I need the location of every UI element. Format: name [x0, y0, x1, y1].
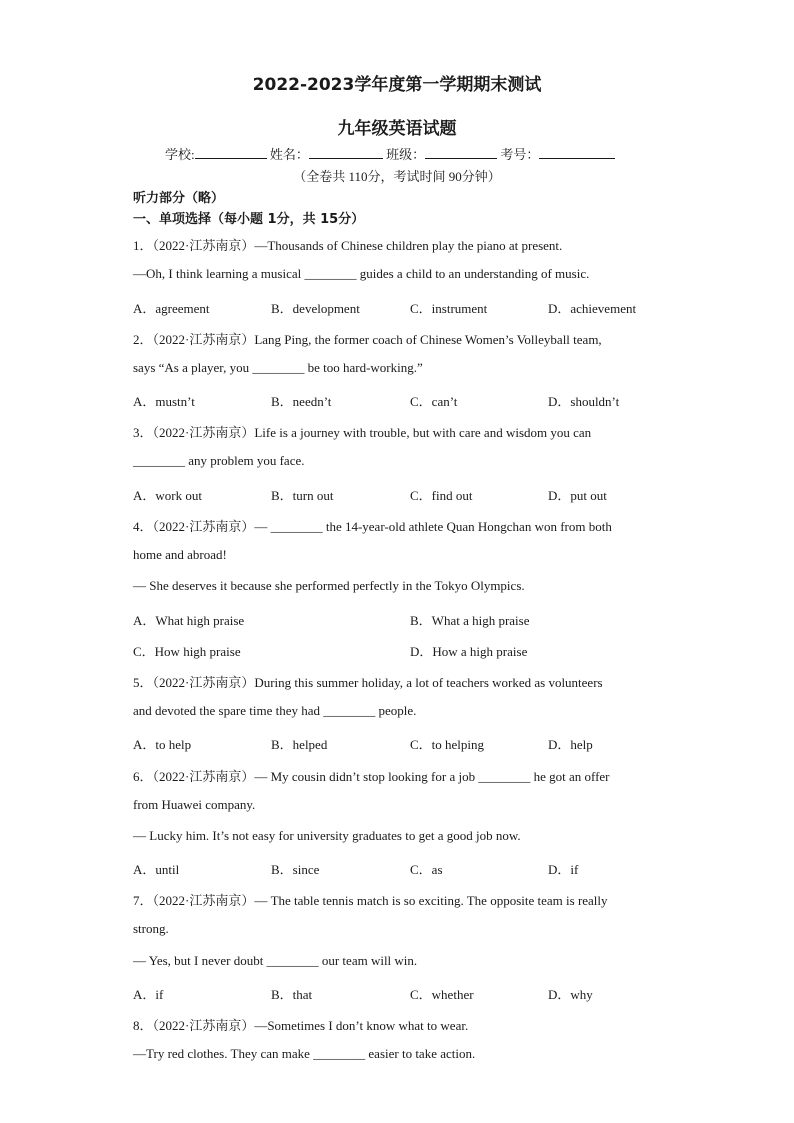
q4-stem-line1: 4．（2022·江苏南京）— ________ the 14-year-old athlete Quan Hongchan won from both [133, 519, 612, 534]
q2-option-a: A．mustn’t [133, 394, 195, 409]
exam-note: （全卷共 110分，考试时间 90分钟） [293, 169, 501, 184]
q1-option-c: C．instrument [410, 301, 488, 316]
q6-stem-line2: from Huawei company. [133, 797, 256, 812]
q7-stem-line3: — Yes, but I never doubt ________ our team will win. [133, 953, 418, 968]
q4-option-c: C．How high praise [133, 644, 241, 659]
q5-option-c: C．to helping [410, 737, 485, 752]
section1-heading: 一、单项选择（每小题 1分，共 15分） [133, 212, 365, 227]
q1-stem-line2: —Oh, I think learning a musical ________ guides a child to an understanding of music. [133, 266, 590, 281]
q4-option-d: D．How a high praise [410, 644, 528, 659]
number-label: 考号： [500, 147, 540, 162]
q7-option-d: D．why [548, 987, 593, 1002]
q8-stem-line2: —Try red clothes. They can make ________ easier to take action. [133, 1046, 476, 1061]
q4-option-a: A．What high praise [133, 613, 245, 628]
q5-option-d: D．help [548, 737, 593, 752]
q3-option-b: B．turn out [271, 488, 334, 503]
class-blank[interactable] [425, 146, 497, 159]
q5-stem-line2: and devoted the spare time they had ________ people. [133, 703, 417, 718]
q2-stem-line2: says “As a player, you ________ be too hard-working.” [133, 360, 423, 375]
q8-stem-line1: 8．（2022·江苏南京）—Sometimes I don’t know what to wear. [133, 1018, 469, 1033]
q4-option-b: B．What a high praise [410, 613, 530, 628]
q3-option-c: C．find out [410, 488, 473, 503]
school-label: 学校: [165, 147, 195, 162]
q7-stem-line2: strong. [133, 921, 169, 936]
q5-option-a: A．to help [133, 737, 192, 752]
q5-stem-line1: 5．（2022·江苏南京）During this summer holiday, a lot of teachers worked as volunteers [133, 675, 603, 690]
q2-option-d: D．shouldn’t [548, 394, 620, 409]
exam-title: 2022-2023学年度第一学期期末测试 [252, 75, 542, 95]
listening-heading: 听力部分（略） [133, 191, 225, 206]
name-label: 姓名： [269, 147, 309, 162]
q3-option-a: A．work out [133, 488, 202, 503]
q4-stem-line2: home and abroad! [133, 547, 227, 562]
q1-stem-line1: 1．（2022·江苏南京）—Thousands of Chinese children play the piano at present. [133, 238, 563, 253]
q3-option-d: D．put out [548, 488, 607, 503]
q3-stem-line1: 3．（2022·江苏南京）Life is a journey with trouble, but with care and wisdom you can [133, 425, 592, 440]
school-blank[interactable] [195, 146, 267, 159]
class-label: 班级： [386, 147, 426, 162]
q6-option-c: C．as [410, 862, 443, 877]
exam-subtitle: 九年级英语试题 [337, 119, 457, 139]
q6-option-a: A．until [133, 862, 180, 877]
q2-stem-line1: 2．（2022·江苏南京）Lang Ping, the former coach of Chinese Women’s Volleyball team, [133, 332, 602, 347]
q6-stem-line1: 6．（2022·江苏南京）— My cousin didn’t stop looking for a job ________ he got an offer [133, 769, 610, 784]
q4-stem-line3: — She deserves it because she performed perfectly in the Tokyo Olympics. [133, 578, 525, 593]
q1-option-d: D．achievement [548, 301, 637, 316]
q2-option-c: C．can’t [410, 394, 458, 409]
q2-option-b: B．needn’t [271, 394, 332, 409]
q6-option-b: B．since [271, 862, 320, 877]
q7-option-c: C．whether [410, 987, 474, 1002]
q7-option-b: B．that [271, 987, 313, 1002]
q7-option-a: A．if [133, 987, 164, 1002]
q1-option-a: A．agreement [133, 301, 210, 316]
q1-option-b: B．development [271, 301, 360, 316]
name-blank[interactable] [309, 146, 383, 159]
q6-stem-line3: — Lucky him. It’s not easy for university graduates to get a good job now. [133, 828, 521, 843]
q3-stem-line2: ________ any problem you face. [133, 453, 305, 468]
number-blank[interactable] [539, 146, 615, 159]
q6-option-d: D．if [548, 862, 579, 877]
q5-option-b: B．helped [271, 737, 328, 752]
q7-stem-line1: 7．（2022·江苏南京）— The table tennis match is so exciting. The opposite team is really [133, 893, 608, 908]
student-info-line [165, 144, 645, 163]
